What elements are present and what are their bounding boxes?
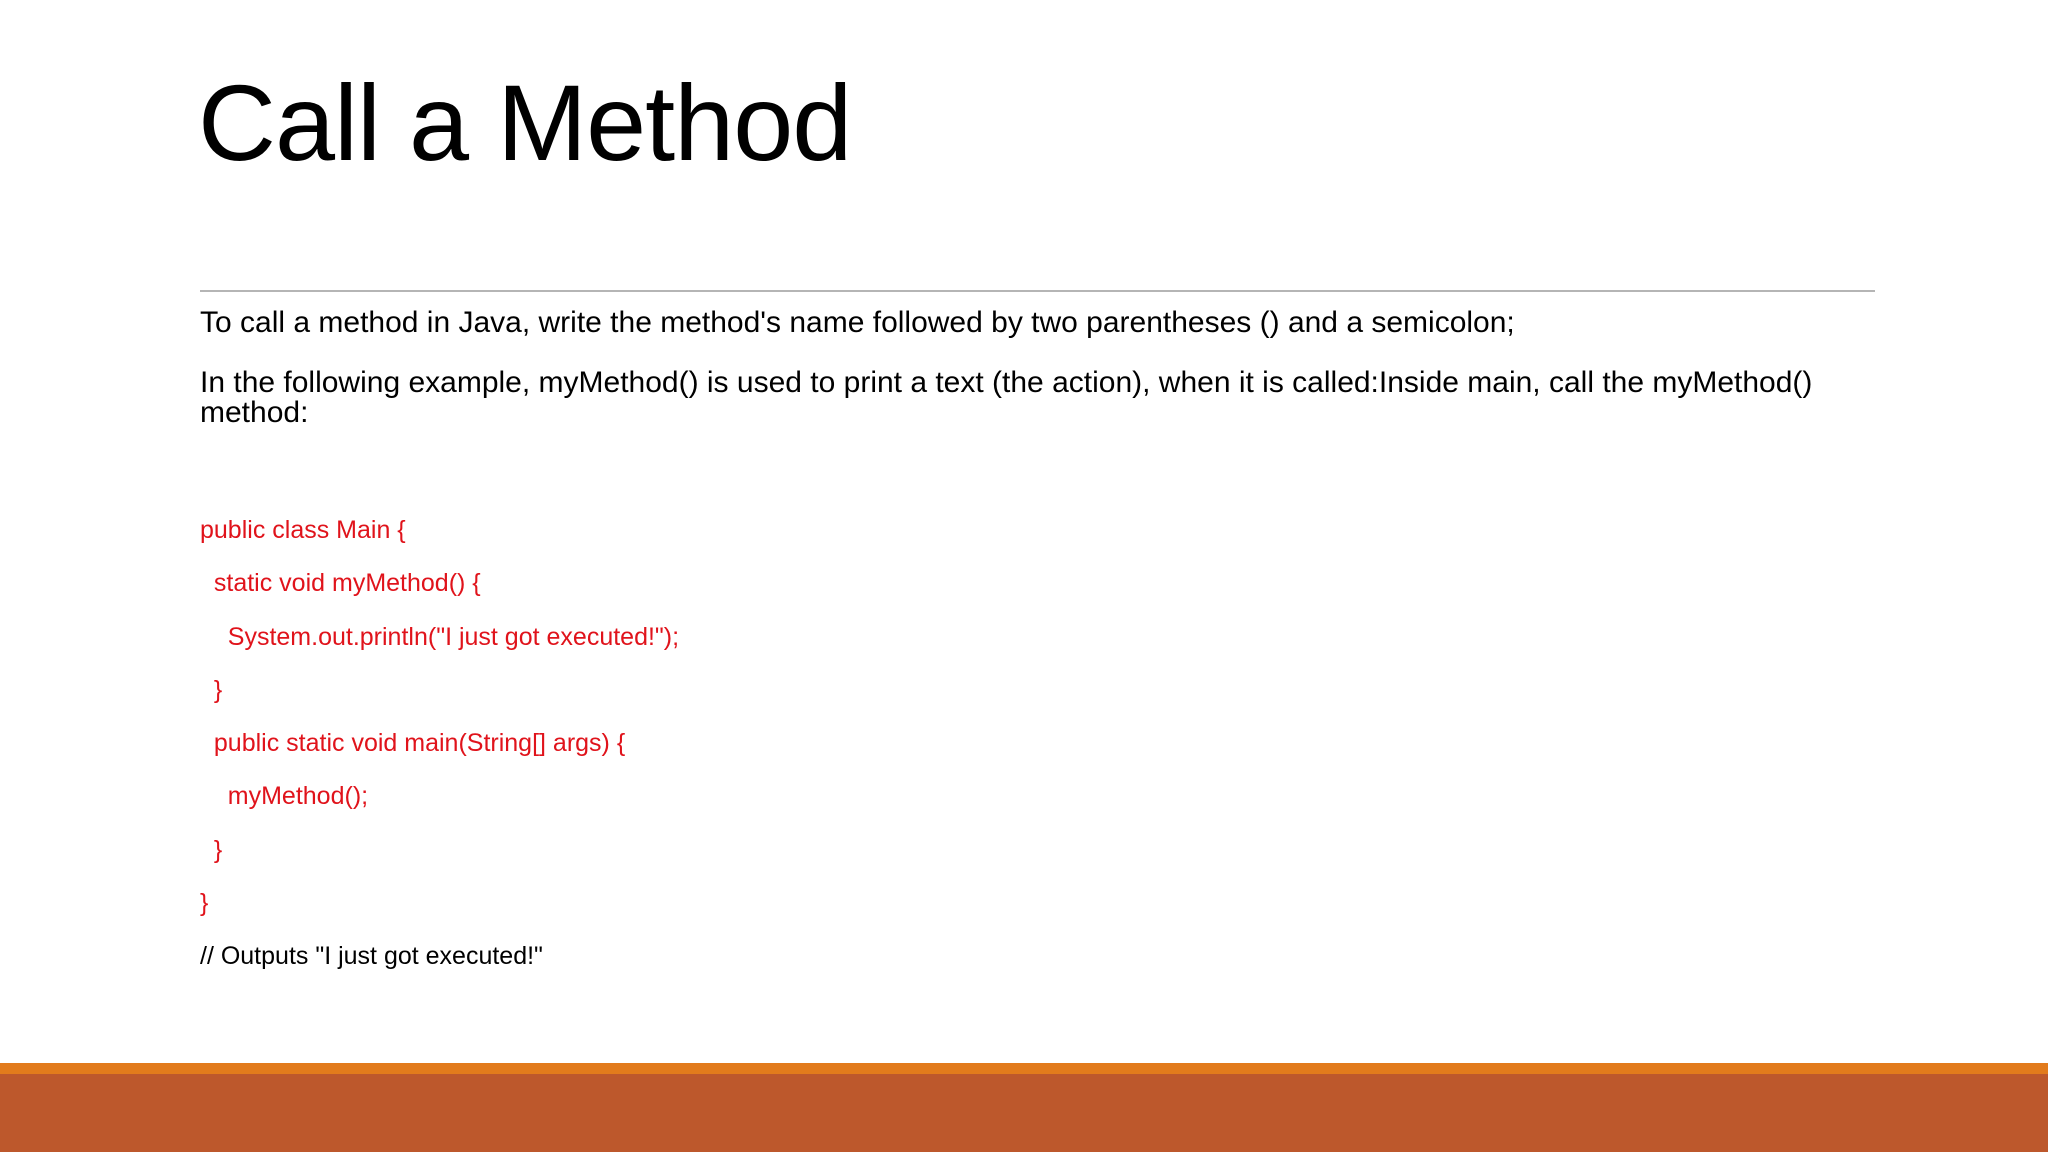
- code-line: public class Main {: [200, 516, 406, 544]
- code-line: myMethod();: [200, 782, 369, 811]
- code-line: System.out.println("I just got executed!");: [200, 622, 680, 651]
- slide-body: [200, 308, 1840, 518]
- footer-bar: [0, 1074, 2048, 1152]
- footer-accent-stripe: [0, 1063, 2048, 1074]
- slide-title: Call a Method: [198, 62, 852, 183]
- code-line: }: [200, 675, 223, 704]
- body-paragraph-2: In the following example, myMethod() is used to print a text (the action), when it is called:Inside main, call the myMethod() method:: [200, 366, 1813, 429]
- code-line: public static void main(String[] args) {: [200, 729, 626, 758]
- title-divider: [200, 290, 1875, 292]
- code-block: [200, 512, 679, 992]
- code-comment-line: // Outputs "I just got executed!": [200, 942, 543, 971]
- body-paragraph-1: To call a method in Java, write the method's name followed by two parentheses () and a semicolon;: [200, 306, 1515, 339]
- code-line: static void myMethod() {: [200, 569, 481, 598]
- code-line: }: [200, 889, 209, 918]
- code-line: }: [200, 835, 223, 864]
